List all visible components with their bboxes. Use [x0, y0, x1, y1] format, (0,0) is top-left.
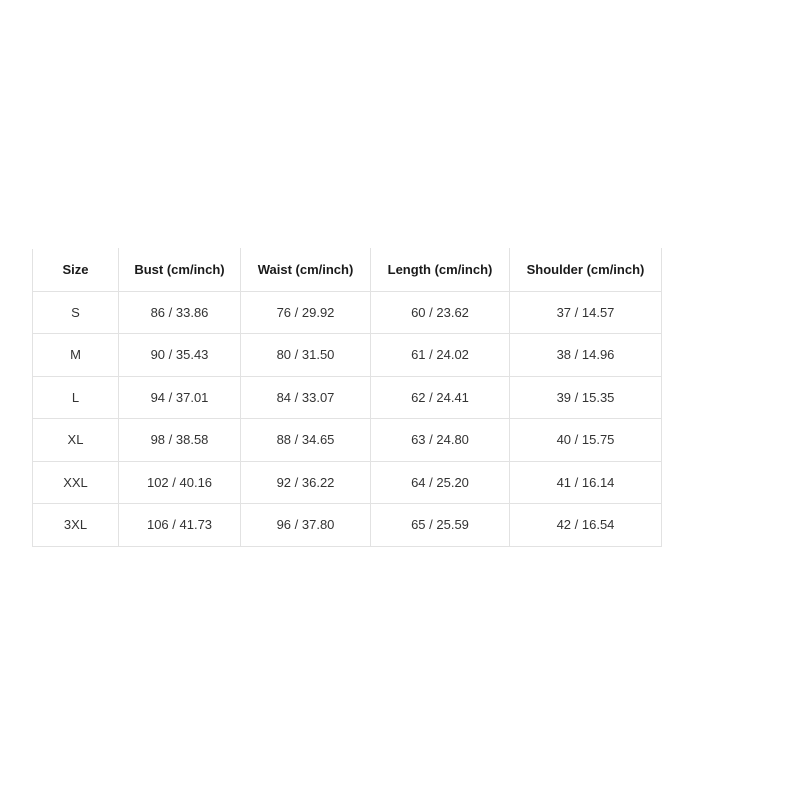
- cell-bust: 106 / 41.73: [119, 504, 241, 547]
- cell-waist: 88 / 34.65: [241, 419, 371, 462]
- cell-size: S: [33, 291, 119, 334]
- cell-bust: 94 / 37.01: [119, 376, 241, 419]
- header-waist: Waist (cm/inch): [241, 249, 371, 292]
- header-shoulder: Shoulder (cm/inch): [510, 249, 662, 292]
- cell-length: 63 / 24.80: [371, 419, 510, 462]
- header-size: Size: [33, 249, 119, 292]
- table-header: [33, 249, 662, 292]
- cell-bust: 102 / 40.16: [119, 461, 241, 504]
- table-row: [33, 504, 662, 547]
- cell-bust: 90 / 35.43: [119, 334, 241, 377]
- cell-size: XL: [33, 419, 119, 462]
- cell-waist: 92 / 36.22: [241, 461, 371, 504]
- header-row: [33, 249, 662, 292]
- cell-length: 62 / 24.41: [371, 376, 510, 419]
- table-row: [33, 291, 662, 334]
- cell-shoulder: 39 / 15.35: [510, 376, 662, 419]
- cell-waist: 96 / 37.80: [241, 504, 371, 547]
- cell-shoulder: 40 / 15.75: [510, 419, 662, 462]
- cell-length: 61 / 24.02: [371, 334, 510, 377]
- cell-waist: 76 / 29.92: [241, 291, 371, 334]
- cell-shoulder: 41 / 16.14: [510, 461, 662, 504]
- header-bust: Bust (cm/inch): [119, 249, 241, 292]
- cell-length: 60 / 23.62: [371, 291, 510, 334]
- table-row: [33, 461, 662, 504]
- cell-shoulder: 38 / 14.96: [510, 334, 662, 377]
- table-row: [33, 419, 662, 462]
- cell-waist: 84 / 33.07: [241, 376, 371, 419]
- size-chart-table: [32, 248, 662, 547]
- cell-shoulder: 42 / 16.54: [510, 504, 662, 547]
- cell-waist: 80 / 31.50: [241, 334, 371, 377]
- cell-length: 64 / 25.20: [371, 461, 510, 504]
- cell-size: M: [33, 334, 119, 377]
- cell-bust: 98 / 38.58: [119, 419, 241, 462]
- cell-size: XXL: [33, 461, 119, 504]
- cell-size: L: [33, 376, 119, 419]
- cell-shoulder: 37 / 14.57: [510, 291, 662, 334]
- table-row: [33, 376, 662, 419]
- table-body: [33, 291, 662, 546]
- cell-bust: 86 / 33.86: [119, 291, 241, 334]
- cell-size: 3XL: [33, 504, 119, 547]
- cell-length: 65 / 25.59: [371, 504, 510, 547]
- header-length: Length (cm/inch): [371, 249, 510, 292]
- table-row: [33, 334, 662, 377]
